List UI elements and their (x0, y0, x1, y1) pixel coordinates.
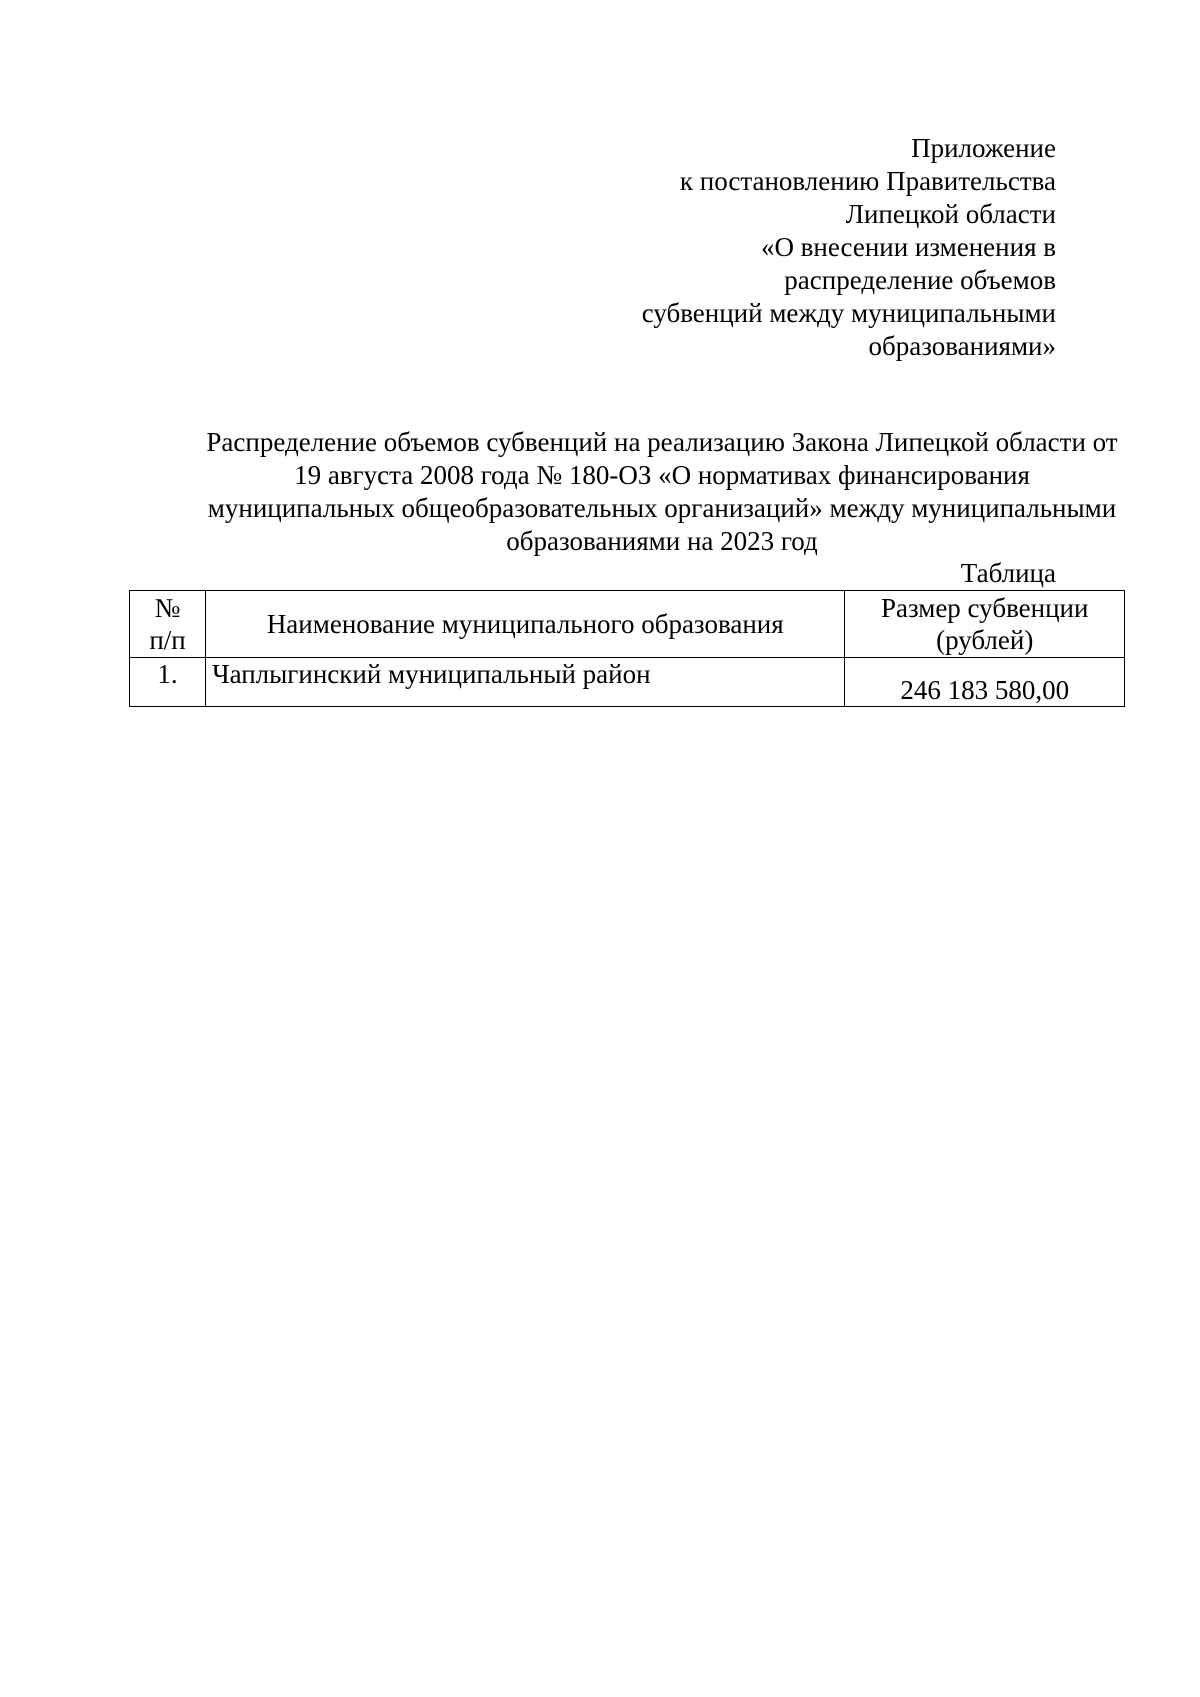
appendix-line: Приложение (911, 133, 1056, 163)
header-subvention-amount (845, 591, 1125, 658)
title-line: 19 августа 2008 года № 180-ОЗ «О нормативах финансирования (294, 460, 1030, 490)
table-row (130, 658, 1125, 707)
title-line: Распределение объемов субвенций на реализацию Закона Липецкой области от (206, 427, 1118, 457)
appendix-line: образованиями» (868, 331, 1056, 361)
header-number-line1: № (154, 593, 181, 623)
appendix-line: «О внесении изменения в (760, 232, 1056, 262)
row-subvention-amount: 246 183 580,00 (845, 658, 1125, 707)
appendix-line: Липецкой области (845, 199, 1056, 229)
table-caption: Таблица (960, 558, 1056, 588)
header-amount-line2: (рублей) (936, 625, 1034, 655)
header-municipality-name: Наименование муниципального образования (206, 591, 845, 658)
header-amount-line1: Размер субвенции (880, 593, 1089, 623)
appendix-line: субвенций между муниципальными (641, 298, 1056, 328)
title-line: образованиями на 2023 год (506, 526, 818, 556)
table-header-row (130, 591, 1125, 658)
title-line: муниципальных общеобразовательных организаций» между муниципальными (207, 493, 1117, 523)
row-number: 1. (130, 658, 206, 707)
appendix-block (456, 132, 1056, 363)
subvention-table (129, 590, 1125, 707)
header-number (130, 591, 206, 658)
document-title (168, 426, 1156, 558)
row-municipality-name: Чаплыгинский муниципальный район (206, 658, 845, 707)
header-number-line2: п/п (149, 625, 186, 655)
appendix-line: к постановлению Правительства (679, 166, 1056, 196)
appendix-line: распределение объемов (784, 265, 1056, 295)
